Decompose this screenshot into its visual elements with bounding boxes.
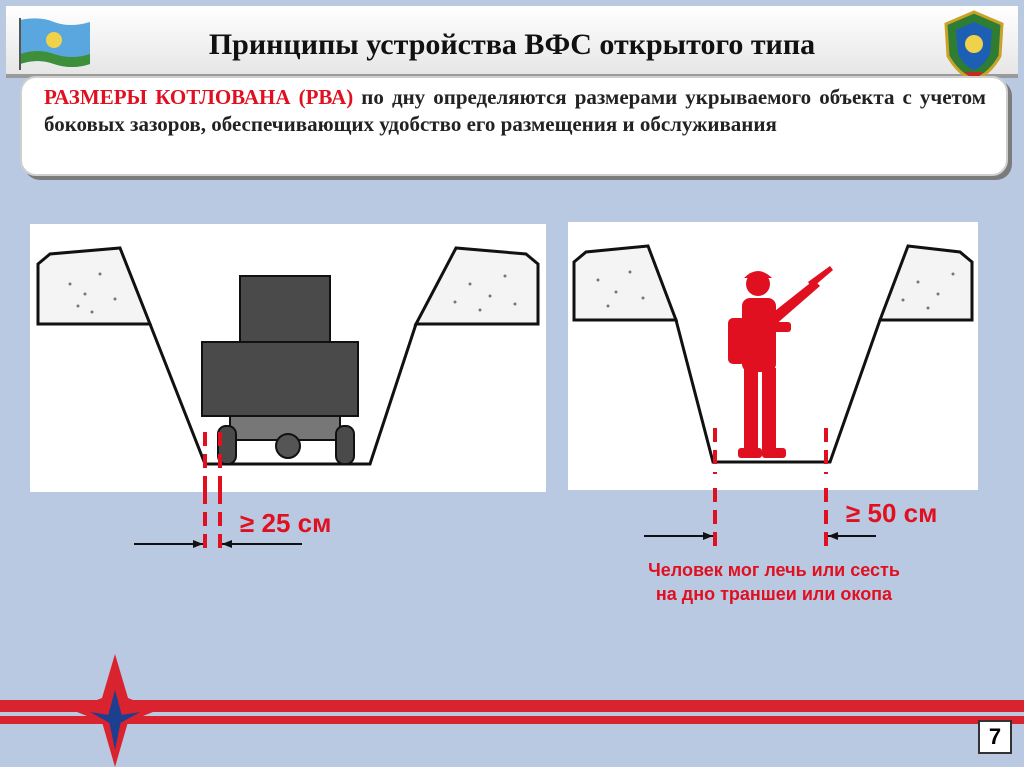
star-logo-icon — [70, 650, 160, 767]
title-bar — [6, 6, 1018, 78]
caption-line-1: Человек мог лечь или сесть — [648, 560, 900, 580]
right-gap-dimension — [640, 488, 880, 554]
trench-diagram — [568, 222, 978, 490]
right-gap-label: ≥ 50 см — [846, 498, 938, 528]
vehicle-body — [202, 342, 358, 416]
left-gap-label: ≥ 25 см — [240, 508, 332, 538]
definition-text: по дну определяются размерами укрываемого объекта с учетом боковых зазоров, обеспечивающих удобство его размещения и обслуживания — [44, 85, 986, 136]
emblem-icon — [940, 10, 1008, 82]
definition-highlight: РАЗМЕРЫ КОТЛОВАНА (РВА) — [44, 85, 354, 109]
definition-box — [20, 76, 1008, 176]
page-number: 7 — [978, 720, 1012, 754]
soldier-silhouette — [728, 266, 833, 458]
vehicle-turret — [240, 276, 330, 344]
vehicle-pit-diagram — [30, 224, 546, 492]
trench-caption — [592, 558, 956, 606]
page-title: Принципы устройства ВФС открытого типа — [208, 28, 816, 61]
caption-line-2: на дно траншеи или окопа — [655, 584, 893, 604]
